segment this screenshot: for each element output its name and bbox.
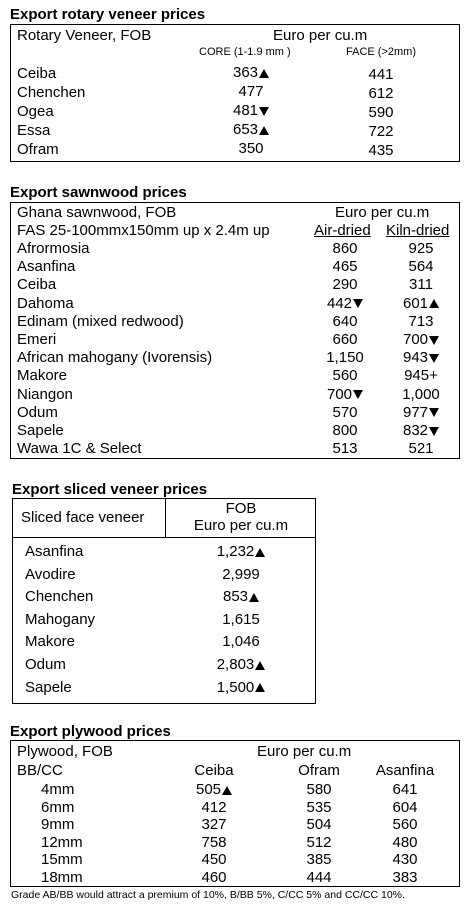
rotary-row-face: 612 bbox=[368, 85, 394, 102]
rotary-row-core-value: 477 bbox=[238, 83, 264, 100]
plywood-row-value-value: 412 bbox=[201, 798, 227, 816]
down-arrow-icon bbox=[429, 354, 439, 363]
sliced-row-name: Makore bbox=[25, 633, 76, 651]
sawnwood-col-air: Air-dried bbox=[314, 222, 371, 239]
sawnwood-row-name: Sapele bbox=[17, 422, 64, 439]
sawnwood-row-name: Dahoma bbox=[17, 294, 74, 312]
sawnwood-row-kiln bbox=[383, 404, 459, 422]
plywood-row-value bbox=[179, 851, 249, 869]
rotary-row-name: Ogea bbox=[17, 103, 54, 120]
plywood-row-value bbox=[284, 799, 354, 817]
plywood-grade: BB/CC bbox=[17, 762, 63, 779]
sliced-row-name: Mahogany bbox=[25, 610, 96, 628]
plywood-row-value-value: 480 bbox=[392, 833, 418, 851]
sliced-row-value-value: 1,500 bbox=[216, 678, 255, 696]
sliced-title: Export sliced veneer prices bbox=[12, 481, 208, 498]
sawnwood-row-kiln bbox=[383, 258, 459, 276]
sliced-row-value-value: 2,999 bbox=[222, 565, 260, 583]
plywood-row-size: 4mm bbox=[41, 781, 75, 798]
sawnwood-spec: FAS 25-100mmx150mm up x 2.4m up bbox=[17, 222, 270, 239]
sliced-header-fob: FOB bbox=[225, 500, 257, 517]
sawnwood-row-air bbox=[307, 422, 383, 440]
up-arrow-icon bbox=[222, 786, 232, 795]
plywood-row-value bbox=[365, 851, 445, 869]
rotary-row-face: 722 bbox=[368, 123, 394, 140]
sawnwood-row-air-value: 570 bbox=[332, 403, 358, 421]
rotary-row-core bbox=[211, 102, 291, 120]
plywood-title: Export plywood prices bbox=[10, 723, 171, 740]
sawnwood-row-kiln-value: 925 bbox=[408, 240, 434, 257]
down-arrow-icon bbox=[353, 299, 363, 308]
plywood-row-value-value: 580 bbox=[306, 781, 332, 798]
plywood-row-value-value: 460 bbox=[201, 869, 227, 886]
sawnwood-row-kiln-value: 945+ bbox=[404, 367, 438, 385]
plywood-row-value bbox=[284, 834, 354, 852]
plywood-table bbox=[10, 740, 460, 887]
rotary-col-face: FACE (>2mm) bbox=[346, 46, 416, 58]
up-arrow-icon bbox=[255, 683, 265, 692]
plywood-row-value-value: 535 bbox=[306, 798, 332, 816]
sawnwood-row-kiln bbox=[383, 240, 459, 258]
sawnwood-row-air bbox=[307, 276, 383, 294]
sliced-row-value-value: 853 bbox=[222, 588, 249, 606]
sawnwood-row-air-value: 560 bbox=[332, 367, 358, 385]
plywood-row-value-value: 758 bbox=[201, 833, 227, 851]
rotary-row-core-value: 653 bbox=[232, 121, 259, 138]
up-arrow-icon bbox=[255, 548, 265, 557]
plywood-row-value-value: 560 bbox=[392, 816, 418, 834]
sliced-row-value bbox=[166, 543, 316, 561]
sawnwood-row-kiln bbox=[383, 313, 459, 331]
sawnwood-row-name: Afrormosia bbox=[17, 240, 90, 257]
sliced-row-value bbox=[166, 679, 316, 697]
plywood-row-value bbox=[365, 799, 445, 817]
plywood-row-value-value: 512 bbox=[306, 833, 332, 851]
plywood-row-value-value: 450 bbox=[201, 851, 227, 869]
sawnwood-row-air bbox=[307, 404, 383, 422]
up-arrow-icon bbox=[259, 126, 269, 135]
rotary-row-face: 435 bbox=[368, 142, 394, 159]
sliced-row-value-value: 2,803 bbox=[216, 656, 255, 673]
plywood-col-ofram: Ofram bbox=[298, 762, 340, 779]
rotary-row-core bbox=[211, 121, 291, 139]
rotary-col-core: CORE (1-1.9 mm ) bbox=[199, 46, 291, 58]
plywood-row-size: 9mm bbox=[41, 816, 75, 834]
rotary-row-name: Essa bbox=[17, 122, 51, 139]
sawnwood-row-air bbox=[307, 331, 383, 349]
sawnwood-header-unit: Euro per cu.m bbox=[335, 204, 430, 221]
sawnwood-row-kiln bbox=[383, 440, 459, 458]
sliced-row-name: Sapele bbox=[25, 678, 72, 696]
sawnwood-row-kiln-value: 521 bbox=[408, 440, 434, 458]
rotary-header-left: Rotary Veneer, FOB bbox=[17, 27, 152, 44]
sawnwood-row-kiln bbox=[383, 276, 459, 294]
rotary-header-unit: Euro per cu.m bbox=[273, 27, 368, 44]
sawnwood-row-kiln bbox=[383, 386, 459, 404]
sawnwood-row-kiln bbox=[383, 331, 459, 349]
sliced-row-name: Avodire bbox=[25, 565, 76, 583]
sliced-row-value bbox=[166, 588, 316, 606]
plywood-row-value-value: 327 bbox=[201, 816, 227, 834]
sawnwood-row-name: Asanfina bbox=[17, 258, 76, 276]
plywood-row-size: 18mm bbox=[41, 869, 83, 886]
sawnwood-row-air bbox=[307, 258, 383, 276]
plywood-row-value bbox=[179, 781, 249, 799]
plywood-row-value-value: 641 bbox=[392, 781, 418, 798]
sawnwood-row-kiln bbox=[383, 349, 459, 367]
plywood-row-value-value: 604 bbox=[392, 798, 418, 816]
sliced-row-name: Asanfina bbox=[25, 543, 84, 560]
sawnwood-row-kiln-value: 943 bbox=[402, 349, 429, 367]
plywood-row-value bbox=[284, 851, 354, 869]
rotary-row-name: Chenchen bbox=[17, 84, 86, 101]
plywood-header-unit: Euro per cu.m bbox=[257, 743, 352, 760]
plywood-row-size: 15mm bbox=[41, 851, 83, 869]
plywood-row-value-value: 430 bbox=[392, 851, 418, 869]
sawnwood-row-name: Niangon bbox=[17, 385, 73, 403]
rotary-table bbox=[10, 24, 460, 162]
sawnwood-row-kiln-value: 713 bbox=[408, 312, 434, 330]
rotary-row-core bbox=[211, 83, 291, 101]
sawnwood-row-air bbox=[307, 386, 383, 404]
sliced-row-value-value: 1,615 bbox=[222, 610, 260, 628]
sliced-row-value bbox=[166, 611, 316, 629]
rotary-row-core-value: 363 bbox=[232, 64, 259, 81]
sawnwood-row-air-value: 700 bbox=[326, 385, 353, 403]
plywood-row-value-value: 504 bbox=[306, 816, 332, 834]
sawnwood-row-air bbox=[307, 313, 383, 331]
plywood-row-value bbox=[179, 869, 249, 887]
plywood-row-value bbox=[179, 799, 249, 817]
sawnwood-row-air bbox=[307, 367, 383, 385]
plywood-header-left: Plywood, FOB bbox=[17, 743, 113, 760]
sawnwood-header-left: Ghana sawnwood, FOB bbox=[17, 204, 177, 221]
sawnwood-row-kiln bbox=[383, 295, 459, 313]
sliced-row-value bbox=[166, 633, 316, 651]
plywood-row-size: 6mm bbox=[41, 798, 75, 816]
sliced-row-name: Chenchen bbox=[25, 588, 94, 606]
sawnwood-row-kiln-value: 311 bbox=[409, 276, 433, 294]
sliced-row-value-value: 1,046 bbox=[222, 633, 260, 651]
sawnwood-row-air-value: 860 bbox=[332, 240, 358, 257]
sawnwood-row-kiln-value: 832 bbox=[402, 422, 429, 439]
sliced-header-left: Sliced face veneer bbox=[21, 509, 145, 526]
plywood-col-asanfina: Asanfina bbox=[375, 762, 435, 779]
rotary-row-face: 441 bbox=[368, 66, 394, 83]
sliced-row-value bbox=[166, 656, 316, 674]
sawnwood-row-air-value: 465 bbox=[332, 258, 358, 276]
plywood-row-value bbox=[284, 816, 354, 834]
sawnwood-table bbox=[10, 202, 460, 459]
sliced-row-value bbox=[166, 566, 316, 584]
plywood-row-value bbox=[365, 816, 445, 834]
sawnwood-row-air bbox=[307, 295, 383, 313]
down-arrow-icon bbox=[429, 408, 439, 417]
plywood-row-value bbox=[179, 834, 249, 852]
sawnwood-row-kiln-value: 700 bbox=[402, 331, 429, 348]
plywood-row-value bbox=[284, 781, 354, 799]
plywood-row-value bbox=[365, 869, 445, 887]
plywood-row-value bbox=[179, 816, 249, 834]
rotary-row-core bbox=[211, 64, 291, 82]
up-arrow-icon bbox=[249, 593, 259, 602]
rotary-row-name: Ofram bbox=[17, 141, 59, 158]
plywood-row-value-value: 505 bbox=[195, 781, 222, 798]
sliced-row-name: Odum bbox=[25, 656, 66, 673]
down-arrow-icon bbox=[429, 336, 439, 345]
sawnwood-row-air bbox=[307, 349, 383, 367]
sawnwood-row-kiln bbox=[383, 367, 459, 385]
sawnwood-title: Export sawnwood prices bbox=[10, 184, 187, 201]
up-arrow-icon bbox=[429, 299, 439, 308]
plywood-col-ceiba: Ceiba bbox=[194, 762, 234, 779]
rotary-row-core-value: 350 bbox=[238, 140, 264, 157]
plywood-footnote: Grade AB/BB would attract a premium of 10%, B/BB 5%, C/CC 5% and CC/CC 10%. bbox=[11, 889, 405, 901]
plywood-row-value bbox=[284, 869, 354, 887]
down-arrow-icon bbox=[429, 427, 439, 436]
sawnwood-row-name: Wawa 1C & Select bbox=[17, 440, 142, 458]
sawnwood-row-name: Makore bbox=[17, 367, 68, 385]
down-arrow-icon bbox=[353, 390, 363, 399]
sawnwood-row-air-value: 640 bbox=[332, 312, 358, 330]
sawnwood-row-air-value: 442 bbox=[326, 294, 353, 312]
sawnwood-col-kiln: Kiln-dried bbox=[386, 222, 450, 239]
rotary-row-name: Ceiba bbox=[17, 65, 57, 82]
sawnwood-row-air-value: 800 bbox=[332, 422, 358, 439]
up-arrow-icon bbox=[259, 69, 269, 78]
sawnwood-row-kiln-value: 1,000 bbox=[402, 385, 440, 403]
sliced-header-unit: Euro per cu.m bbox=[193, 517, 289, 534]
plywood-row-value bbox=[365, 781, 445, 799]
rotary-row-core-value: 481 bbox=[232, 102, 259, 119]
rotary-title: Export rotary veneer prices bbox=[10, 6, 206, 23]
sawnwood-row-air-value: 1,150 bbox=[326, 349, 364, 367]
sawnwood-row-air bbox=[307, 240, 383, 258]
plywood-row-value bbox=[365, 834, 445, 852]
sliced-row-value-value: 1,232 bbox=[216, 543, 255, 560]
plywood-row-value-value: 383 bbox=[392, 869, 418, 886]
sawnwood-row-kiln-value: 564 bbox=[408, 258, 434, 276]
sawnwood-row-name: Emeri bbox=[17, 331, 57, 348]
up-arrow-icon bbox=[255, 661, 265, 670]
sawnwood-row-name: African mahogany (Ivorensis) bbox=[17, 349, 213, 367]
sawnwood-row-kiln bbox=[383, 422, 459, 440]
sawnwood-row-name: Edinam (mixed redwood) bbox=[17, 312, 184, 330]
down-arrow-icon bbox=[259, 107, 269, 116]
sawnwood-row-kiln-value: 601 bbox=[402, 294, 429, 312]
sawnwood-row-air-value: 513 bbox=[332, 440, 358, 458]
plywood-row-value-value: 385 bbox=[306, 851, 332, 869]
sawnwood-row-air-value: 290 bbox=[332, 276, 358, 294]
sawnwood-row-air-value: 660 bbox=[332, 331, 358, 348]
rotary-row-core bbox=[211, 140, 291, 158]
sawnwood-row-kiln-value: 977 bbox=[402, 403, 429, 421]
sawnwood-row-name: Ceiba bbox=[17, 276, 57, 294]
sawnwood-row-name: Odum bbox=[17, 403, 58, 421]
sliced-table bbox=[12, 498, 316, 704]
rotary-row-face: 590 bbox=[368, 104, 394, 121]
sawnwood-row-air bbox=[307, 440, 383, 458]
plywood-row-value-value: 444 bbox=[306, 869, 332, 886]
sliced-header-rule bbox=[13, 537, 315, 538]
plywood-row-size: 12mm bbox=[41, 833, 83, 851]
